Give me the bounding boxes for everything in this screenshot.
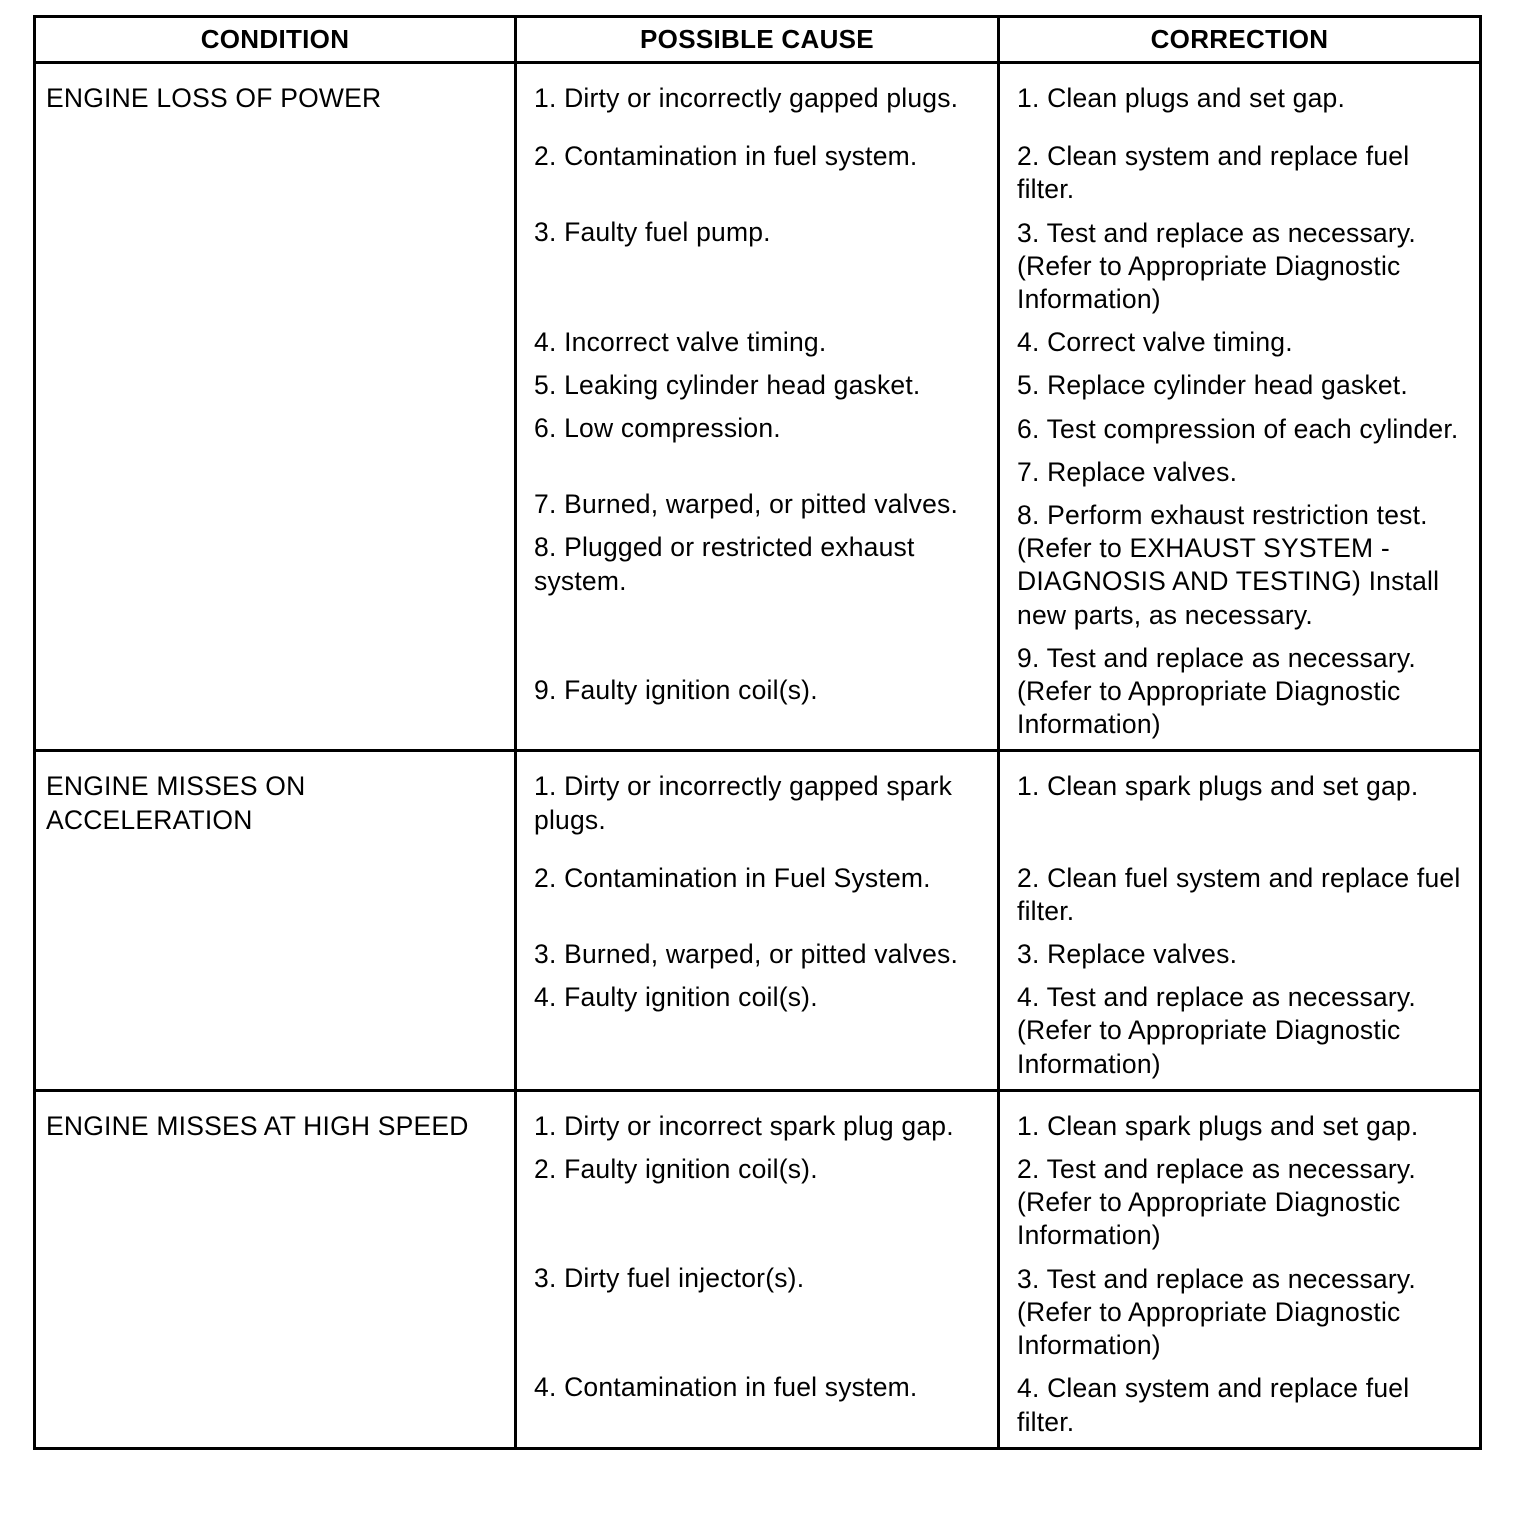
cause-item: 3. Dirty fuel injector(s). [534,1263,805,1294]
header-row [35,17,1481,63]
condition-text: ENGINE MISSES AT HIGH SPEED [46,1110,469,1141]
cause-item: 2. Contamination in Fuel System. [534,862,931,893]
table-row [35,751,1481,1090]
correction-cell [999,63,1481,751]
correction-cell [999,751,1481,1090]
condition-cell [35,751,516,1090]
cause-item: 3. Faulty fuel pump. [534,217,771,248]
condition-text: ENGINE MISSES ON ACCELERATION [46,771,306,835]
correction-item: 5. Replace cylinder head gasket. [1017,370,1408,401]
cause-item: 4. Incorrect valve timing. [534,326,827,357]
correction-item: 2. Clean system and replace fuel filter. [1017,141,1410,205]
table-row [35,63,1481,751]
cause-item: 8. Plugged or restricted exhaust system. [534,532,915,596]
cause-item: 6. Low compression. [534,413,781,444]
correction-item: 8. Perform exhaust restriction test. (Refer to EXHAUST SYSTEM - DIAGNOSIS AND TESTING) Install new parts, as necessary. [1017,500,1440,630]
correction-item: 3. Test and replace as necessary. (Refer to Appropriate Diagnostic Information) [1017,1263,1416,1361]
correction-item: 6. Test compression of each cylinder. [1017,413,1459,444]
cause-item: 2. Faulty ignition coil(s). [534,1154,818,1185]
condition-cell [35,1090,516,1448]
correction-item: 2. Test and replace as necessary. (Refer to Appropriate Diagnostic Information) [1017,1154,1416,1251]
cause-item: 4. Faulty ignition coil(s). [534,982,818,1013]
header-condition: CONDITION [35,17,516,63]
correction-item: 1. Clean spark plugs and set gap. [1017,1110,1419,1141]
cause-item: 2. Contamination in fuel system. [534,141,918,172]
condition-text: ENGINE LOSS OF POWER [46,83,382,113]
cause-cell [516,63,999,751]
correction-item: 1. Clean plugs and set gap. [1017,83,1346,113]
cause-item: 3. Burned, warped, or pitted valves. [534,939,959,970]
condition-cell [35,63,516,751]
cause-item: 4. Contamination in fuel system. [534,1372,918,1403]
correction-item: 1. Clean spark plugs and set gap. [1017,771,1419,802]
correction-item: 3. Replace valves. [1017,939,1238,970]
cause-cell [516,1090,999,1448]
cause-item: 1. Dirty or incorrectly gapped plugs. [534,83,959,113]
cause-item: 9. Faulty ignition coil(s). [534,674,818,705]
cause-item: 7. Burned, warped, or pitted valves. [534,489,959,520]
header-possible-cause: POSSIBLE CAUSE [516,17,999,63]
correction-item: 9. Test and replace as necessary. (Refer to Appropriate Diagnostic Information) [1017,642,1416,740]
cause-item: 1. Dirty or incorrect spark plug gap. [534,1110,954,1141]
correction-item: 7. Replace valves. [1017,456,1238,487]
cause-cell [516,751,999,1090]
correction-item: 2. Clean fuel system and replace fuel filter. [1017,862,1461,926]
table-row [35,1090,1481,1448]
cause-item: 1. Dirty or incorrectly gapped spark plugs. [534,771,953,835]
cause-item: 5. Leaking cylinder head gasket. [534,369,921,400]
correction-item: 4. Clean system and replace fuel filter. [1017,1373,1410,1437]
correction-item: 3. Test and replace as necessary. (Refer to Appropriate Diagnostic Information) [1017,217,1416,315]
header-correction: CORRECTION [999,17,1481,63]
correction-item: 4. Correct valve timing. [1017,327,1293,358]
diagnosis-table [33,15,1482,1450]
correction-item: 4. Test and replace as necessary. (Refer to Appropriate Diagnostic Information) [1017,982,1416,1079]
correction-cell [999,1090,1481,1448]
